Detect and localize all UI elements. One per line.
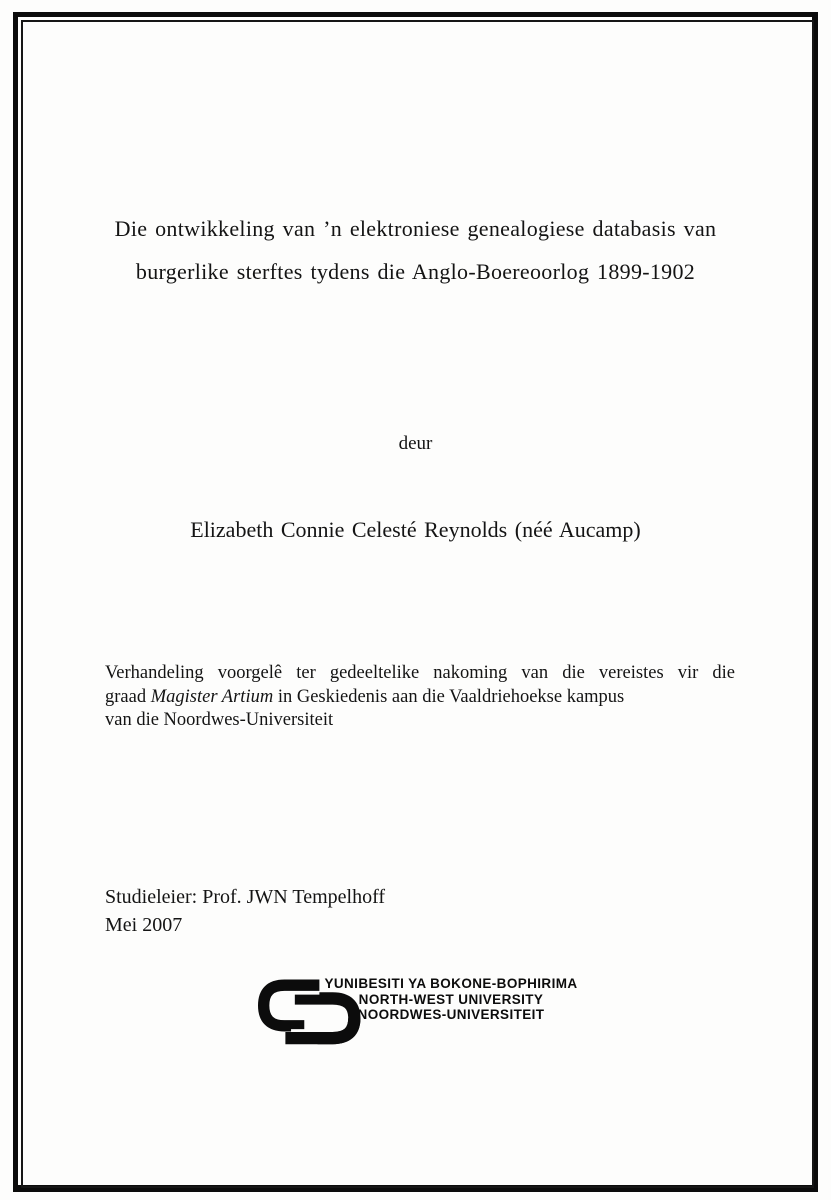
university-name-english: NORTH-WEST UNIVERSITY: [358, 991, 544, 1007]
degree-statement-line2-suffix: in Geskiedenis aan die Vaaldriehoekse kampus: [273, 686, 625, 707]
date-line: Mei 2007: [105, 914, 183, 936]
degree-statement-line1: Verhandeling voorgelê ter gedeeltelike nakoming van die vereistes vir die: [105, 663, 735, 683]
university-name-setswana: YUNIBESITI YA BOKONE-BOPHIRIMA: [324, 976, 578, 991]
degree-name-italic: Magister Artium: [150, 686, 274, 707]
thesis-title-line2: burgerlike sterftes tydens die Anglo-Boereoorlog 1899-1902: [135, 259, 696, 284]
degree-statement-line2: [105, 686, 735, 710]
university-name-afrikaans: NOORDWES-UNIVERSITEIT: [357, 1007, 545, 1022]
thesis-title: [70, 207, 761, 293]
degree-statement-line2-prefix: graad: [105, 686, 151, 707]
degree-statement-line3: van die Noordwes-Universiteit: [105, 710, 334, 730]
author-name: Elizabeth Connie Celesté Reynolds (néé Aucamp): [190, 517, 641, 542]
degree-statement: [105, 662, 735, 733]
supervisor-line: Studieleier: Prof. JWN Tempelhoff: [105, 886, 386, 908]
university-logo-text: [311, 976, 591, 1023]
byline-label: deur: [398, 433, 433, 454]
thesis-title-line1: Die ontwikkeling van ’n elektroniese genealogiese databasis van: [114, 216, 717, 241]
